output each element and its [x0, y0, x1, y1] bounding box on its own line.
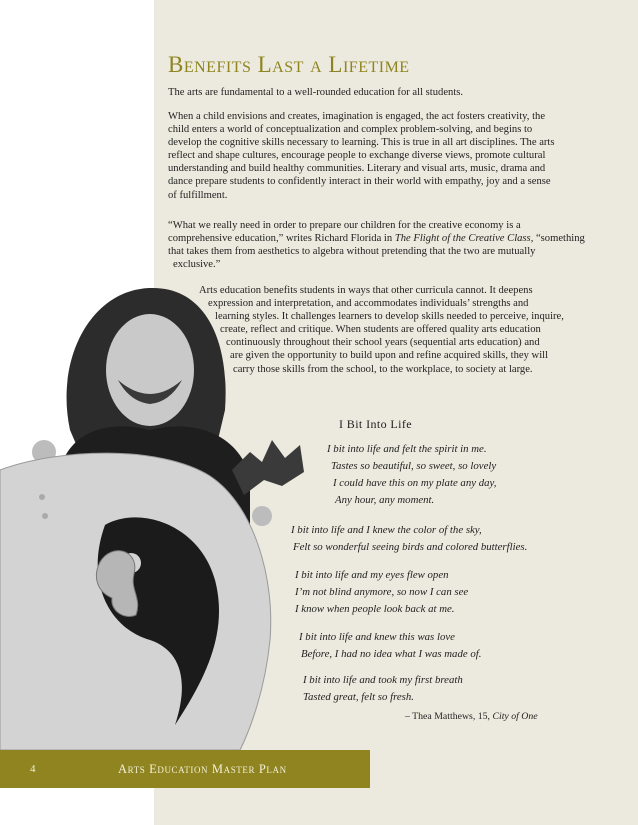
poem-attribution: [405, 711, 538, 722]
paragraph-line: Arts education benefits students in ways that other curricula cannot. It deepens: [199, 285, 533, 296]
paragraph-creativity: [168, 110, 555, 202]
poem-line: I bit into life and felt the spirit in me.: [327, 443, 487, 455]
poem-stanza: [299, 629, 481, 663]
florida-quote-paragraph: [168, 219, 585, 271]
poem-line: I could have this on my plate any day,: [333, 477, 497, 489]
poem-stanza: [303, 672, 463, 706]
quote-line: exclusive.”: [173, 259, 221, 271]
intro-line: The arts are fundamental to a well-rounded education for all students.: [168, 87, 464, 98]
paragraph-line: expression and interpretation, and accommodates individuals’ strengths and: [208, 298, 529, 310]
poem-line: Felt so wonderful seeing birds and colored butterflies.: [293, 541, 528, 553]
poem-line: I bit into life and knew this was love: [299, 631, 455, 643]
poem-stanza: [291, 522, 527, 556]
paragraph-line: child enters a world of conceptualization and complex problem-solving, and begins to: [168, 124, 533, 136]
intro-paragraph: [168, 86, 463, 99]
paragraph-line: are given the opportunity to build upon and refine acquired skills, they will: [230, 350, 549, 362]
page-number: 4: [30, 763, 36, 775]
poem-line: I bit into life and I knew the color of the sky,: [291, 524, 482, 536]
poem-line: Tasted great, felt so fresh.: [303, 691, 414, 703]
quote-line: [168, 232, 585, 245]
paragraph-line: learning styles. It challenges learners to develop skills needed to perceive, inquire,: [215, 311, 564, 323]
poem-line: I know when people look back at me.: [295, 603, 455, 615]
paragraph-line: develop the cognitive skills necessary to learning. This is true in all art disciplines. The arts: [168, 137, 555, 149]
paragraph-line: carry those skills from the school, to the workplace, to society at large.: [233, 363, 533, 375]
quote-text: comprehensive education,” writes Richard Florida in: [168, 233, 395, 245]
poem-line: I’m not blind anymore, so now I can see: [295, 586, 469, 598]
book-title: The Flight of the Creative Class: [394, 233, 531, 245]
paragraph-line: understanding and build healthy communities. Literary and visual arts, music, drama and: [168, 163, 546, 175]
student-holding-artwork-photo: [0, 280, 330, 750]
quote-line: that takes them from aesthetics to algebra without pretending that the two are mutually: [168, 246, 536, 258]
poem-title: I Bit Into Life: [339, 417, 412, 431]
poem-stanza: [327, 441, 496, 509]
poem-line: Any hour, any moment.: [335, 494, 435, 506]
poem-author: – Thea Matthews, 15,: [405, 711, 493, 722]
quote-text: , “something: [530, 233, 585, 245]
poem-line: I bit into life and my eyes flew open: [295, 569, 449, 581]
poem-line: Tastes so beautiful, so sweet, so lovely: [331, 460, 497, 472]
page-heading: Benefits Last a Lifetime: [168, 52, 410, 77]
quote-line: “What we really need in order to prepare our children for the creative economy is a: [168, 220, 521, 231]
paragraph-line: create, reflect and critique. When students are offered quality arts education: [220, 324, 541, 336]
paragraph-line: of fulfillment.: [168, 189, 228, 201]
poem-line: I bit into life and took my first breath: [303, 674, 463, 686]
paragraph-line: continuously throughout their school years (sequential arts education) and: [226, 337, 540, 349]
paragraph-line: dance prepare students to confidently interact in their world with empathy, joy and a sense: [168, 176, 551, 188]
footer-document-title: Arts Education Master Plan: [118, 762, 287, 776]
poem-stanza: [295, 567, 468, 618]
poem-source-title: City of One: [492, 711, 538, 722]
paragraph-line: reflect and shape cultures, encourage people to exchange diverse views, promote cultural: [168, 150, 546, 162]
poem-line: Before, I had no idea what I was made of.: [301, 648, 482, 660]
paragraph-line: When a child envisions and creates, imagination is engaged, the act fosters creativity, the: [168, 111, 546, 122]
